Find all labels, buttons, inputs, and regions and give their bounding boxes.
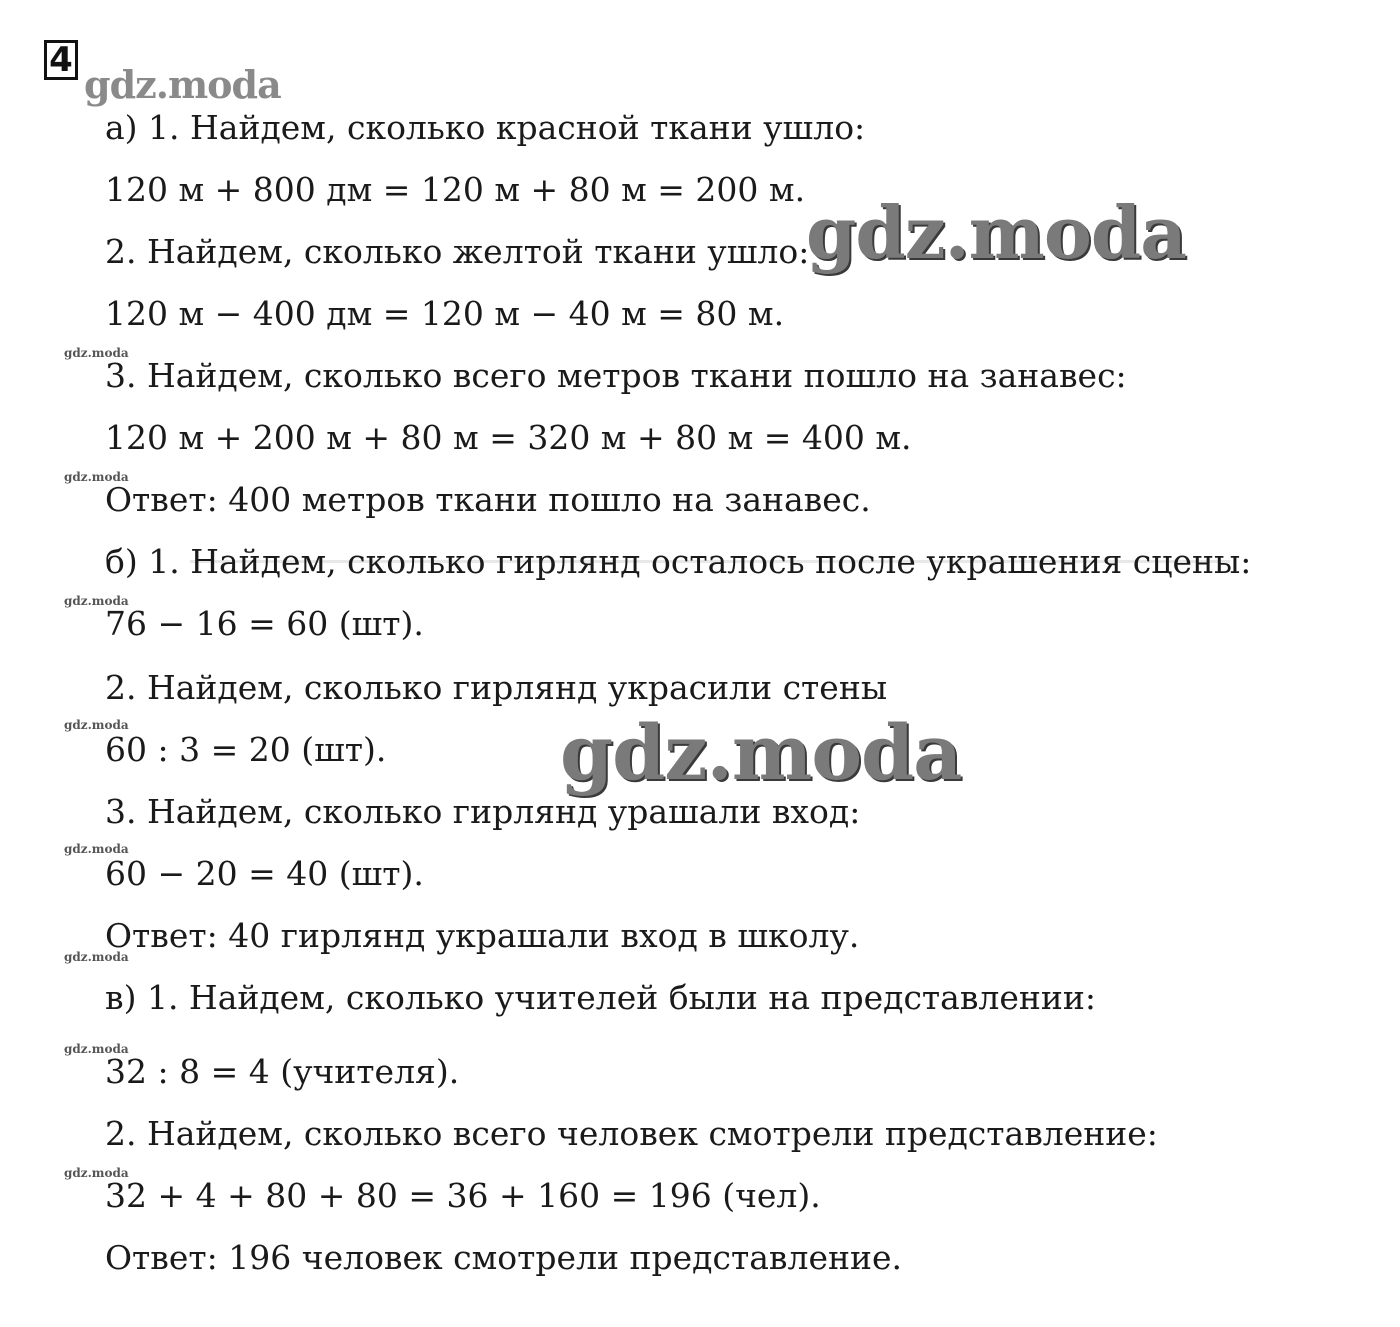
text-line-a-answer: Ответ: 400 метров ткани пошло на занавес. bbox=[105, 480, 871, 519]
text-line-a2: 2. Найдем, сколько желтой ткани ушло: bbox=[105, 232, 810, 271]
text-line-b-answer: Ответ: 40 гирлянд украшали вход в школу. bbox=[105, 916, 860, 955]
watermark-small: gdz.moda bbox=[64, 1042, 129, 1056]
text-line-c1: в) 1. Найдем, сколько учителей были на представлении: bbox=[105, 978, 1097, 1017]
text-line-c2-calc: 32 + 4 + 80 + 80 = 36 + 160 = 196 (чел). bbox=[105, 1176, 821, 1215]
text-line-a2-calc: 120 м − 400 дм = 120 м − 40 м = 80 м. bbox=[105, 294, 785, 333]
watermark-large: gdz.moda bbox=[560, 708, 962, 797]
text-line-b3-calc: 60 − 20 = 40 (шт). bbox=[105, 854, 424, 893]
text-line-b2: 2. Найдем, сколько гирлянд украсили стены bbox=[105, 668, 888, 707]
text-line-a1: а) 1. Найдем, сколько красной ткани ушло: bbox=[105, 108, 866, 147]
text-line-b3: 3. Найдем, сколько гирлянд урашали вход: bbox=[105, 792, 861, 831]
watermark-small: gdz.moda bbox=[64, 950, 129, 964]
watermark-small: gdz.moda bbox=[64, 1166, 129, 1180]
text-line-a3: 3. Найдем, сколько всего метров ткани пошло на занавес: bbox=[105, 356, 1127, 395]
watermark-large: gdz.moda bbox=[806, 190, 1186, 275]
task-number-box: 4 bbox=[44, 40, 78, 80]
watermark-small: gdz.moda bbox=[64, 594, 129, 608]
text-line-c1-calc: 32 : 8 = 4 (учителя). bbox=[105, 1052, 460, 1091]
text-line-b2-calc: 60 : 3 = 20 (шт). bbox=[105, 730, 387, 769]
text-line-a3-calc: 120 м + 200 м + 80 м = 320 м + 80 м = 400 м. bbox=[105, 418, 912, 457]
watermark-small: gdz.moda bbox=[64, 718, 129, 732]
text-line-c-answer: Ответ: 196 человек смотрели представление. bbox=[105, 1238, 902, 1277]
text-line-c2: 2. Найдем, сколько всего человек смотрели представление: bbox=[105, 1114, 1158, 1153]
watermark-top: gdz.moda bbox=[84, 62, 281, 107]
watermark-small: gdz.moda bbox=[64, 346, 129, 360]
text-line-b1-calc: 76 − 16 = 60 (шт). bbox=[105, 604, 424, 643]
text-line-a1-calc: 120 м + 800 дм = 120 м + 80 м = 200 м. bbox=[105, 170, 806, 209]
text-line-b1: б) 1. Найдем, сколько гирлянд осталось после украшения сцены: bbox=[105, 542, 1252, 581]
watermark-small: gdz.moda bbox=[64, 470, 129, 484]
watermark-small: gdz.moda bbox=[64, 842, 129, 856]
